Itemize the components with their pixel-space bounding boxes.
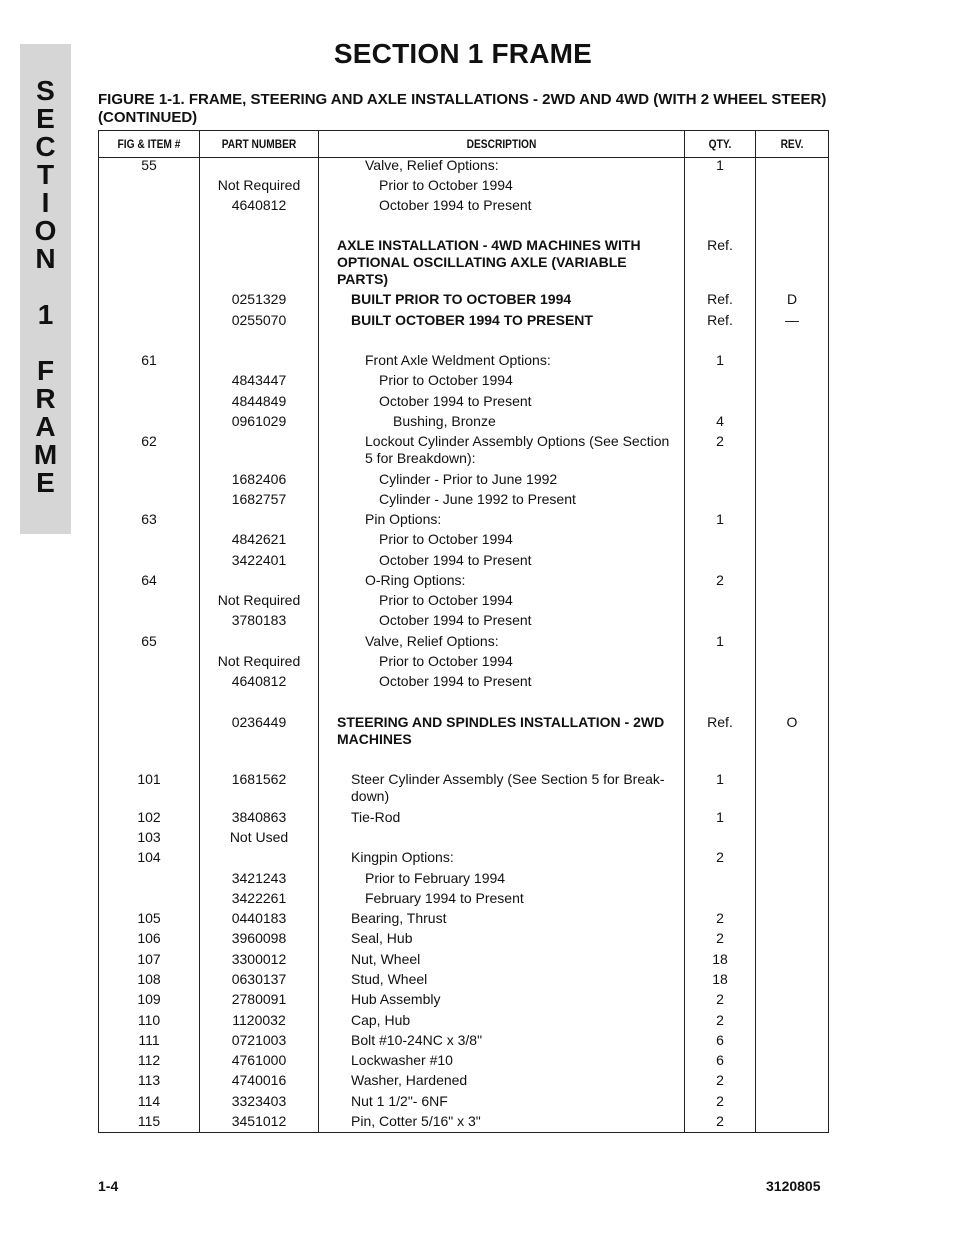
side-tab-letter: 1 (37, 299, 54, 330)
part-number-cell: 3780183 (231, 612, 287, 628)
header-qty: QTY. (708, 137, 732, 151)
column-divider (755, 131, 756, 1132)
side-tab-letter: M (33, 439, 58, 470)
fig-item-cell: 102 (137, 809, 161, 825)
description-cell: AXLE INSTALLATION - 4WD MACHINES WITH OPTIONAL OSCILLATING AXLE (VARIABLE PARTS) (337, 237, 641, 287)
fig-item-cell: 64 (141, 572, 157, 588)
fig-item-cell: 106 (137, 930, 161, 946)
description-cell: Prior to February 1994 (365, 870, 506, 886)
part-number-cell: 4843447 (231, 372, 287, 388)
description-cell: Cylinder - June 1992 to Present (379, 491, 576, 507)
description-cell: Seal, Hub (351, 930, 413, 946)
description-cell: Prior to October 1994 (379, 531, 513, 547)
part-number-cell: 4640812 (231, 197, 287, 213)
description-cell: Cap, Hub (351, 1012, 411, 1028)
part-number-cell: 0721003 (231, 1032, 287, 1048)
qty-cell: 2 (716, 572, 724, 588)
part-number-cell: 1120032 (232, 1012, 286, 1028)
qty-cell: 1 (716, 157, 724, 173)
page-number: 1-4 (98, 1178, 119, 1194)
description-cell: October 1994 to Present (379, 393, 532, 409)
fig-item-cell: 113 (137, 1072, 161, 1088)
description-cell: O-Ring Options: (365, 572, 466, 588)
side-tab-letter: I (41, 187, 50, 218)
description-cell: Prior to October 1994 (379, 177, 513, 193)
part-number-cell: 0236449 (231, 714, 287, 730)
description-cell: Pin Options: (365, 511, 442, 527)
fig-item-cell: 115 (137, 1113, 161, 1129)
part-number-cell: 4640812 (231, 673, 287, 689)
fig-item-cell: 101 (137, 771, 161, 787)
qty-cell: Ref. (707, 714, 733, 730)
fig-item-cell: 65 (141, 633, 157, 649)
qty-cell: 4 (716, 413, 724, 429)
qty-cell: 2 (716, 1072, 724, 1088)
qty-cell: 2 (716, 433, 724, 449)
description-cell: Prior to October 1994 (379, 653, 513, 669)
part-number-cell: 3422261 (231, 890, 287, 906)
part-number-cell: 0961029 (231, 413, 287, 429)
description-cell: Nut, Wheel (351, 951, 421, 967)
fig-item-cell: 63 (141, 511, 157, 527)
description-cell: Front Axle Weldment Options: (365, 352, 551, 368)
qty-cell: 2 (716, 1012, 724, 1028)
side-tab-letter: N (35, 243, 56, 274)
description-cell: Bolt #10-24NC x 3/8" (351, 1032, 483, 1048)
table-header (99, 131, 828, 158)
description-cell: STEERING AND SPINDLES INSTALLATION - 2WD MACHINES (337, 714, 665, 747)
side-tab-letter: A (35, 411, 56, 442)
part-number-cell: 3451012 (231, 1113, 287, 1129)
section-title: SECTION 1 FRAME (333, 38, 593, 69)
part-number-cell: 3840863 (231, 809, 287, 825)
fig-item-cell: 107 (137, 951, 161, 967)
part-number-cell: Not Required (217, 177, 301, 193)
part-number-cell: 0251329 (231, 291, 287, 307)
description-cell: Valve, Relief Options: (365, 157, 499, 173)
side-tab-letter: E (36, 467, 55, 498)
part-number-cell: Not Required (217, 653, 301, 669)
description-cell: Prior to October 1994 (379, 372, 513, 388)
fig-item-cell: 104 (137, 849, 161, 865)
side-tab-letter: F (36, 355, 55, 386)
fig-item-cell: 110 (137, 1012, 161, 1028)
part-number-cell: 3422401 (231, 552, 287, 568)
qty-cell: 6 (716, 1032, 724, 1048)
description-cell: February 1994 to Present (365, 890, 524, 906)
description-cell: Bushing, Bronze (393, 413, 496, 429)
qty-cell: 2 (716, 849, 724, 865)
part-number-cell: 4842621 (231, 531, 287, 547)
description-cell: Kingpin Options: (351, 849, 454, 865)
part-number-cell: 0255070 (231, 312, 287, 328)
header-part-number: PART NUMBER (221, 137, 297, 151)
column-divider (318, 131, 319, 1132)
fig-item-cell: 109 (137, 991, 161, 1007)
qty-cell: 18 (712, 951, 728, 967)
description-cell: October 1994 to Present (379, 197, 532, 213)
part-number-cell: 0440183 (231, 910, 287, 926)
description-cell: Tie-Rod (351, 809, 401, 825)
description-cell: October 1994 to Present (379, 612, 532, 628)
description-cell: Pin, Cotter 5/16" x 3" (351, 1113, 481, 1129)
description-cell: Lockout Cylinder Assembly Options (See Section 5 for Breakdown): (365, 433, 670, 466)
part-number-cell: 0630137 (231, 971, 287, 987)
part-number-cell: 1682757 (231, 491, 287, 507)
part-number-cell: 1681562 (231, 771, 287, 787)
part-number-cell: Not Required (217, 592, 301, 608)
qty-cell: 1 (716, 809, 724, 825)
description-cell: Cylinder - Prior to June 1992 (379, 471, 558, 487)
fig-item-cell: 108 (137, 971, 161, 987)
side-tab-letter: O (34, 215, 57, 246)
qty-cell: 1 (716, 771, 724, 787)
header-description: DESCRIPTION (466, 137, 537, 151)
rev-cell: O (786, 714, 798, 730)
part-number-cell: 4844849 (231, 393, 287, 409)
qty-cell: 6 (716, 1052, 724, 1068)
description-cell: BUILT OCTOBER 1994 TO PRESENT (351, 312, 593, 328)
fig-item-cell: 55 (141, 157, 157, 173)
description-cell: Lockwasher #10 (351, 1052, 453, 1068)
rev-cell: D (786, 291, 798, 307)
part-number-cell: 3421243 (231, 870, 287, 886)
description-cell: BUILT PRIOR TO OCTOBER 1994 (351, 291, 572, 307)
qty-cell: Ref. (707, 312, 733, 328)
fig-item-cell: 111 (138, 1032, 160, 1048)
fig-item-cell: 61 (141, 352, 157, 368)
qty-cell: 2 (716, 930, 724, 946)
description-cell: October 1994 to Present (379, 673, 532, 689)
part-number-cell: 3300012 (231, 951, 287, 967)
side-tab-letter: R (35, 383, 56, 414)
section-side-tab (20, 44, 71, 534)
side-tab-letter: T (36, 159, 55, 190)
figure-title: FIGURE 1-1. FRAME, STEERING AND AXLE INSTALLATIONS - 2WD AND 4WD (WITH 2 WHEEL STEER) (CONTINUED) (98, 91, 827, 126)
qty-cell: 18 (712, 971, 728, 987)
part-number-cell: 4740016 (231, 1072, 287, 1088)
description-cell: Stud, Wheel (351, 971, 428, 987)
qty-cell: 2 (716, 910, 724, 926)
fig-item-cell: 103 (137, 829, 161, 845)
fig-item-cell: 114 (137, 1093, 161, 1109)
qty-cell: 2 (716, 1113, 724, 1129)
description-cell: Bearing, Thrust (351, 910, 447, 926)
qty-cell: Ref. (707, 291, 733, 307)
side-tab-letter: E (36, 103, 55, 134)
fig-item-cell: 112 (137, 1052, 161, 1068)
description-cell: Steer Cylinder Assembly (See Section 5 for Break-down) (351, 771, 665, 804)
part-number-cell: 1682406 (231, 471, 287, 487)
description-cell: Valve, Relief Options: (365, 633, 499, 649)
document-number: 3120805 (766, 1178, 821, 1194)
part-number-cell: 3323403 (231, 1093, 287, 1109)
qty-cell: 2 (716, 991, 724, 1007)
part-number-cell: Not Used (229, 829, 289, 845)
rev-cell: — (785, 312, 799, 328)
description-cell: Hub Assembly (351, 991, 441, 1007)
part-number-cell: 2780091 (231, 991, 287, 1007)
description-cell: October 1994 to Present (379, 552, 532, 568)
part-number-cell: 3960098 (231, 930, 287, 946)
part-number-cell: 4761000 (231, 1052, 287, 1068)
qty-cell: Ref. (707, 237, 733, 253)
parts-table (98, 130, 829, 1133)
description-cell: Prior to October 1994 (379, 592, 513, 608)
qty-cell: 2 (716, 1093, 724, 1109)
qty-cell: 1 (716, 511, 724, 527)
header-rev: REV. (780, 137, 804, 151)
header-fig-item: FIG & ITEM # (117, 137, 181, 151)
fig-item-cell: 105 (137, 910, 161, 926)
description-cell: Washer, Hardened (351, 1072, 468, 1088)
fig-item-cell: 62 (141, 433, 157, 449)
side-tab-letter: S (36, 75, 55, 106)
description-cell: Nut 1 1/2"- 6NF (351, 1093, 448, 1109)
qty-cell: 1 (716, 352, 724, 368)
side-tab-letter: C (35, 131, 56, 162)
qty-cell: 1 (716, 633, 724, 649)
